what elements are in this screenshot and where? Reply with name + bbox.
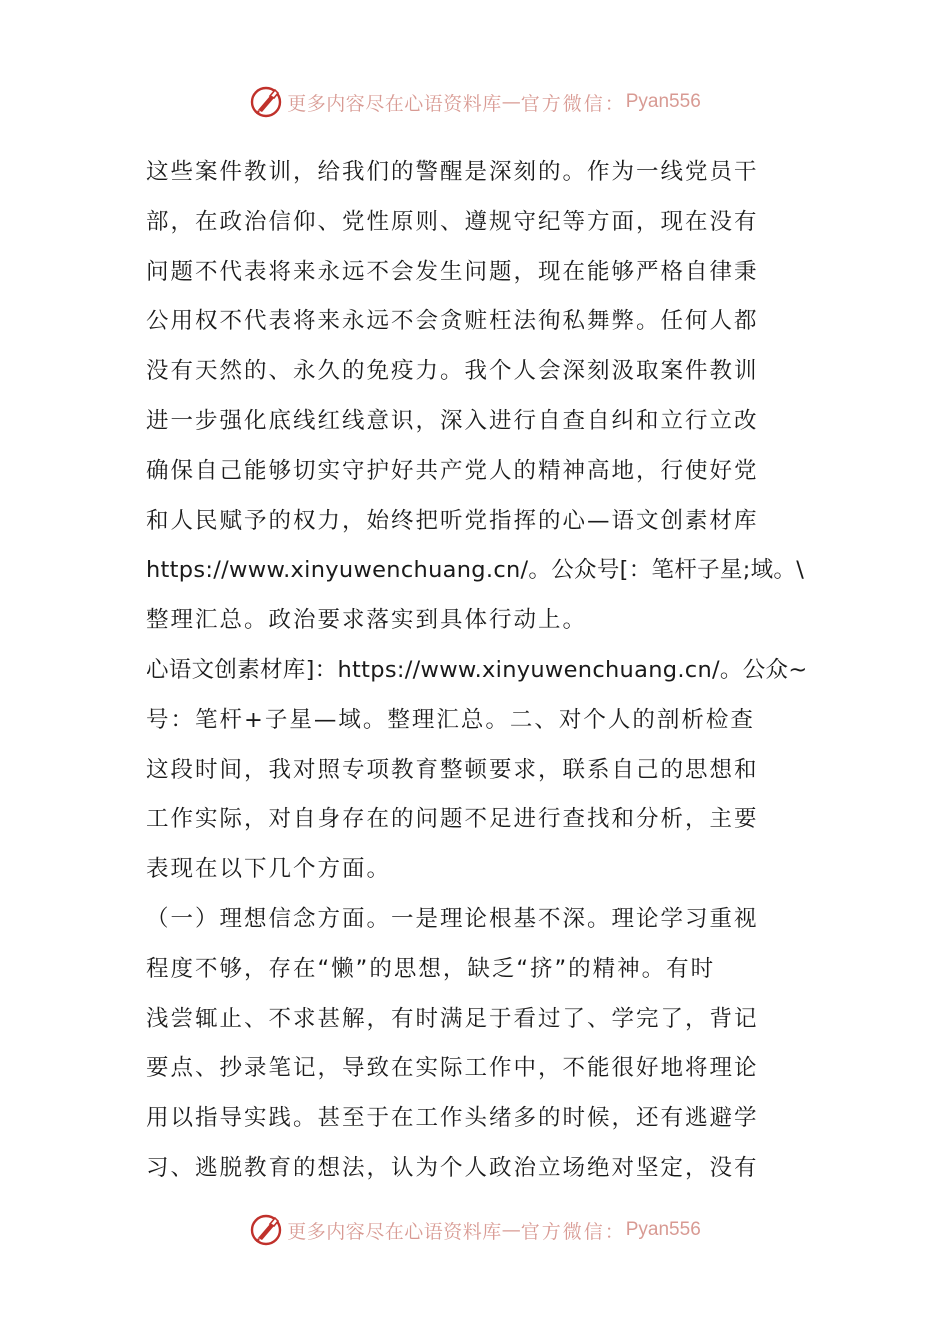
text-line: 浅尝辄止、不求甚解，有时满足于看过了、学完了，背记	[146, 1005, 759, 1032]
pen-logo-icon	[249, 85, 283, 119]
pen-logo-icon	[249, 1213, 283, 1247]
text-line: （一）理想信念方面。一是理论根基不深。理论学习重视	[146, 905, 759, 932]
text-line: 表现在以下几个方面。	[146, 856, 392, 883]
text-line: 没有天然的、永久的免疫力。我个人会深刻汲取案件教训	[146, 358, 759, 385]
text-line: 整理汇总。政治要求落实到具体行动上。	[146, 607, 588, 634]
banner-text: 更多内容尽在心语资料库	[287, 92, 502, 115]
text-line: 和人民赋予的权力，始终把听党指挥的心—语文创素材库	[146, 507, 759, 534]
banner-separator: —	[501, 91, 521, 113]
text-line: https://www.xinyuwenchuang.cn/。公众号[：笔杆子星;域。\	[146, 557, 805, 584]
text-line: 程度不够，存在“懒”的思想，缺乏“挤”的精神。有时	[146, 955, 716, 982]
banner-text: 更多内容尽在心语资料库	[287, 1220, 502, 1243]
banner-wechat-id: Pyan556	[625, 1219, 701, 1240]
text-line: 部，在政治信仰、党性原则、遵规守纪等方面，现在没有	[146, 208, 759, 235]
document-body	[146, 148, 816, 1194]
text-line: 号：笔杆+子星—域。整理汇总。二、对个人的剖析检查	[146, 706, 755, 733]
text-line: 工作实际，对自身存在的问题不足进行查找和分析，主要	[146, 806, 759, 833]
text-line: 心语文创素材库]：https://www.xinyuwenchuang.cn/。公众~	[146, 656, 808, 683]
text-line: 问题不代表将来永远不会发生问题，现在能够严格自律秉	[146, 258, 759, 285]
text-line: 确保自己能够切实守护好共产党人的精神高地，行使好党	[146, 457, 759, 484]
text-line: 这些案件教训，给我们的警醒是深刻的。作为一线党员干	[146, 159, 759, 185]
banner-wechat-label: 官方微信：	[520, 1220, 626, 1243]
banner-wechat-id: Pyan556	[625, 91, 701, 112]
banner-wechat-label: 官方微信：	[520, 92, 626, 115]
text-line: 要点、抄录笔记，导致在实际工作中，不能很好地将理论	[146, 1055, 759, 1082]
banner-separator: —	[501, 1219, 521, 1241]
text-line: 习、逃脱教育的想法，认为个人政治立场绝对坚定，没有	[146, 1154, 759, 1181]
text-line: 公用权不代表将来永远不会贪赃枉法徇私舞弊。任何人都	[146, 308, 759, 335]
text-line: 用以指导实践。甚至于在工作头绪多的时候，还有逃避学	[146, 1105, 759, 1132]
text-line: 进一步强化底线红线意识，深入进行自查自纠和立行立改	[146, 407, 759, 434]
text-line: 这段时间，我对照专项教育整顿要求，联系自己的思想和	[146, 756, 759, 783]
footer-banner	[0, 1208, 950, 1252]
header-banner	[0, 80, 950, 124]
